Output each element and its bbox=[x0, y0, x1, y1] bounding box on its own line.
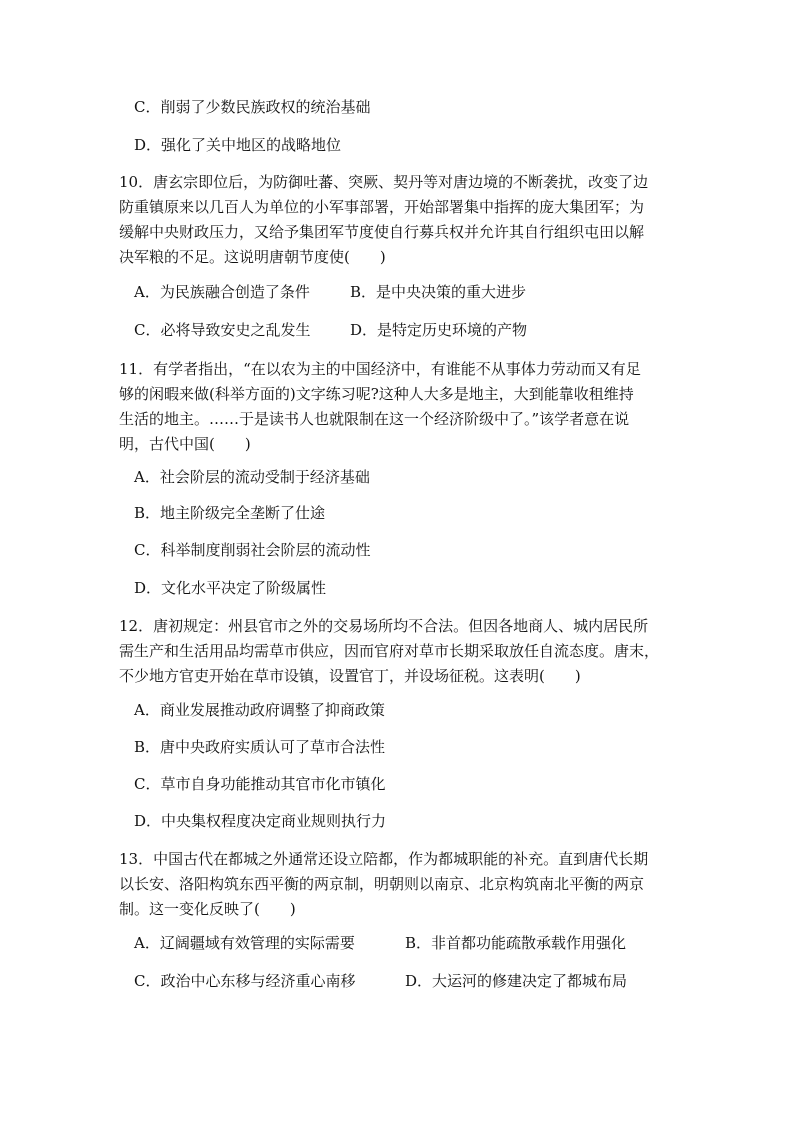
q11-option-c[interactable]: C．科举制度削弱社会阶层的流动性 bbox=[134, 541, 371, 559]
q10-stem-line: 缓解中央财政压力，又给予集团军节度使自行募兵权并允许其自行组织屯田以解 bbox=[119, 223, 645, 241]
q13-option-d[interactable]: D．大运河的修建决定了都城布局 bbox=[405, 972, 628, 990]
q9-option-d[interactable]: D．强化了关中地区的战略地位 bbox=[134, 136, 342, 154]
q12-stem-line: 不少地方官吏开始在草市设镇，设置官丁，并设场征税。这表明( ) bbox=[119, 667, 581, 685]
q10-stem bbox=[119, 170, 679, 270]
q13-option-b[interactable]: B．非首都功能疏散承载作用强化 bbox=[405, 934, 627, 952]
q11-stem-line: 11．有学者指出，“在以农为主的中国经济中，有谁能不从事体力劳动而又有足 bbox=[119, 360, 641, 378]
q13-option-a[interactable]: A．辽阔疆域有效管理的实际需要 bbox=[134, 934, 355, 952]
q11-stem-line: 够的闲暇来做(科举方面的)文字练习呢?这种人大多是地主，大到能靠收租维持 bbox=[119, 385, 634, 403]
q12-stem bbox=[119, 614, 679, 689]
q10-option-a[interactable]: A．为民族融合创造了条件 bbox=[134, 283, 310, 301]
q11-stem bbox=[119, 357, 679, 457]
q12-option-a[interactable]: A．商业发展推动政府调整了抑商政策 bbox=[134, 701, 385, 719]
q10-option-b[interactable]: B．是中央决策的重大进步 bbox=[350, 283, 527, 301]
q10-option-d[interactable]: D．是特定历史环境的产物 bbox=[350, 321, 528, 339]
q11-option-b[interactable]: B．地主阶级完全垄断了仕途 bbox=[134, 504, 326, 522]
q10-stem-line: 决军粮的不足。这说明唐朝节度使( ) bbox=[119, 248, 386, 266]
q11-stem-line: 生活的地主。……于是读书人也就限制在这一个经济阶级中了。”该学者意在说 bbox=[119, 410, 630, 428]
q13-stem-line: 以长安、洛阳构筑东西平衡的两京制，明朝则以南京、北京构筑南北平衡的两京 bbox=[119, 875, 645, 893]
q12-stem-line: 需生产和生活用品均需草市供应，因而官府对草市长期采取放任自流态度。唐末， bbox=[119, 642, 660, 660]
q13-stem-line: 制。这一变化反映了( ) bbox=[119, 900, 296, 918]
q10-option-c[interactable]: C．必将导致安史之乱发生 bbox=[134, 321, 311, 339]
q9-option-c[interactable]: C．削弱了少数民族政权的统治基础 bbox=[134, 98, 371, 116]
q13-option-c[interactable]: C．政治中心东移与经济重心南移 bbox=[134, 972, 356, 990]
q12-option-d[interactable]: D．中央集权程度决定商业规则执行力 bbox=[134, 812, 387, 830]
q12-option-c[interactable]: C．草市自身功能推动其官市化市镇化 bbox=[134, 775, 386, 793]
q11-stem-line: 明，古代中国( ) bbox=[119, 435, 251, 453]
q12-option-b[interactable]: B．唐中央政府实质认可了草市合法性 bbox=[134, 738, 386, 756]
q11-option-a[interactable]: A．社会阶层的流动受制于经济基础 bbox=[134, 468, 370, 486]
q13-stem bbox=[119, 847, 679, 922]
q10-stem-line: 防重镇原来以几百人为单位的小军事部署，开始部署集中指挥的庞大集团军；为 bbox=[119, 198, 645, 216]
q11-option-d[interactable]: D．文化水平决定了阶级属性 bbox=[134, 579, 327, 597]
q12-stem-line: 12．唐初规定：州县官市之外的交易场所均不合法。但因各地商人、城内居民所 bbox=[119, 617, 649, 635]
q10-stem-line: 10．唐玄宗即位后，为防御吐蕃、突厥、契丹等对唐边境的不断袭扰，改变了边 bbox=[119, 173, 649, 191]
q13-stem-line: 13．中国古代在都城之外通常还设立陪都，作为都城职能的补充。直到唐代长期 bbox=[119, 850, 649, 868]
